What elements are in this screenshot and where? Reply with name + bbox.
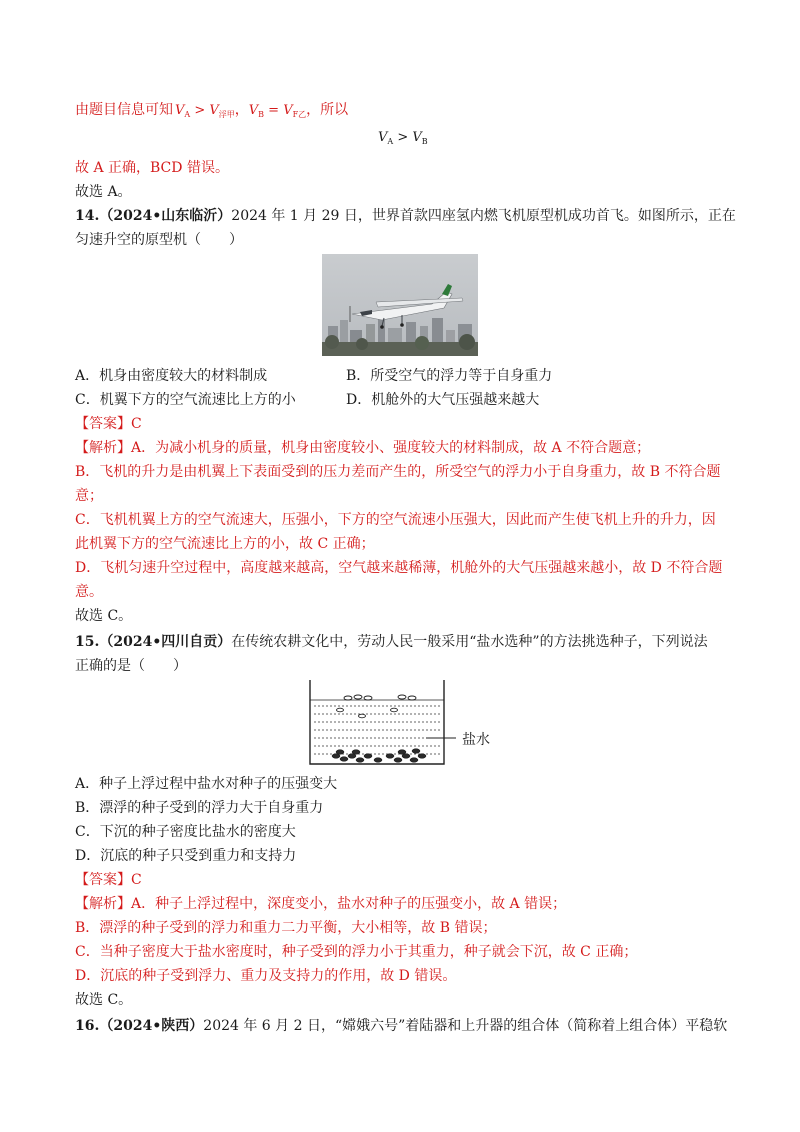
q14-final: 故选 C。: [75, 608, 133, 624]
floating-seeds: [337, 695, 417, 718]
q15-option-c: C．下沉的种子密度比盐水的密度大: [75, 824, 296, 840]
q15-final: 故选 C。: [75, 992, 133, 1008]
q14-answer-label: 【答案】: [75, 416, 131, 432]
q14-option-a: A．机身由密度较大的材料制成: [75, 368, 268, 384]
airplane-photo-drawing: [322, 254, 478, 356]
q15-stem-text: 在传统农耕文化中，劳动人民一般采用“盐水选种”的方法挑选种子，下列说法: [231, 634, 708, 650]
q16-number: 16.: [75, 1018, 100, 1034]
q14-number: 14.: [75, 208, 100, 224]
intro-conclusion: 故 A 正确，BCD 错误。: [75, 160, 229, 176]
intro-prefix: 由题目信息可知: [75, 102, 173, 118]
airplane-photo: [322, 254, 478, 356]
q15-analysis-b: B．漂浮的种子受到的浮力和重力二力平衡，大小相等，故 B 错误；: [75, 920, 497, 936]
q14-analysis-a: 【解析】A．为减小机身的质量，机身由密度较小、强度较大的材料制成，故 A 不符合题意；: [75, 440, 651, 456]
relation-1: $V_A > V_{浮甲}$: [175, 103, 235, 119]
q15-analysis-a: 【解析】A．种子上浮过程中，深度变小，盐水对种子的压强变小，故 A 错误；: [75, 896, 567, 912]
q14-analysis-c2: 此机翼下方的空气流速比上方的小，故 C 正确；: [75, 536, 375, 552]
q14-option-b: B．所受空气的浮力等于自身重力: [346, 368, 553, 384]
intro-answer: 故选 A。: [75, 184, 132, 200]
q16-source: （2024•陕西）: [99, 1018, 204, 1034]
salt-water-diagram: [306, 676, 506, 768]
q15-option-d: D．沉底的种子只受到重力和支持力: [75, 848, 297, 864]
q14-analysis-label: 【解析】: [75, 440, 131, 456]
q15-source: （2024•四川自贡）: [99, 634, 232, 650]
q14-option-d: D．机舱外的大气压强越来越大: [346, 392, 540, 408]
q15-analysis-c: C．当种子密度大于盐水密度时，种子受到的浮力小于其重力，种子就会下沉，故 C 正确；: [75, 944, 638, 960]
q14-option-c: C．机翼下方的空气流速比上方的小: [75, 392, 296, 408]
q14-source: （2024•山东临沂）: [99, 208, 232, 224]
salt-water-label: 盐水: [462, 732, 490, 748]
q14-stem-line1: [75, 206, 736, 226]
centered-relation: $V_A > V_B$: [378, 130, 428, 146]
q15-analysis-label: 【解析】: [75, 896, 131, 912]
q14-answer: [75, 414, 142, 434]
q15-option-b: B．漂浮的种子受到的浮力大于自身重力: [75, 800, 324, 816]
sunken-seeds: [332, 749, 426, 763]
q15-answer-value: C: [131, 872, 142, 888]
q16-stem-text: 2024 年 6 月 2 日，“嫦娥六号”着陆器和上升器的组合体（简称着上组合体）平稳软: [203, 1018, 728, 1034]
intro-derivation-line: 由题目信息可知 $V_A > V_{浮甲}$，$V_B = V_{F乙}$，所以: [75, 102, 349, 119]
q14-analysis-d2: 意。: [75, 584, 103, 600]
q14-analysis-c1: C．飞机机翼上方的空气流速大，压强小，下方的空气流速小压强大，因此而产生使飞机上升的升力，因: [75, 512, 716, 528]
q15-stem-line2: 正确的是（ ）: [75, 658, 187, 674]
q14-answer-value: C: [131, 416, 142, 432]
intro-suffix: ，所以: [306, 102, 349, 118]
q16-stem-line1: [75, 1016, 727, 1036]
q15-analysis-d: D．沉底的种子受到浮力、重力及支持力的作用，故 D 错误。: [75, 968, 457, 984]
q14-stem-text: 2024 年 1 月 29 日，世界首款四座氢内燃飞机原型机成功首飞。如图所示，正在: [231, 208, 736, 224]
relation-2: $V_B = V_{F乙}$: [248, 103, 307, 119]
q15-number: 15.: [75, 634, 100, 650]
q15-answer-label: 【答案】: [75, 872, 131, 888]
q14-analysis-d1: D．飞机匀速升空过程中，高度越来越高，空气越来越稀薄，机舱外的大气压强越来越小，故 D 不符合题: [75, 560, 723, 576]
q14-analysis-b2: 意；: [75, 488, 103, 504]
q15-option-a: A．种子上浮过程中盐水对种子的压强变大: [75, 776, 338, 792]
salt-water-container: [306, 676, 506, 768]
q15-answer: [75, 870, 142, 890]
q14-stem-line2: 匀速升空的原型机（ ）: [75, 232, 243, 248]
q14-analysis-b1: B．飞机的升力是由机翼上下表面受到的压力差而产生的，所受空气的浮力小于自身重力，故 B 不符合题: [75, 464, 721, 480]
q15-stem-line1: [75, 632, 708, 652]
